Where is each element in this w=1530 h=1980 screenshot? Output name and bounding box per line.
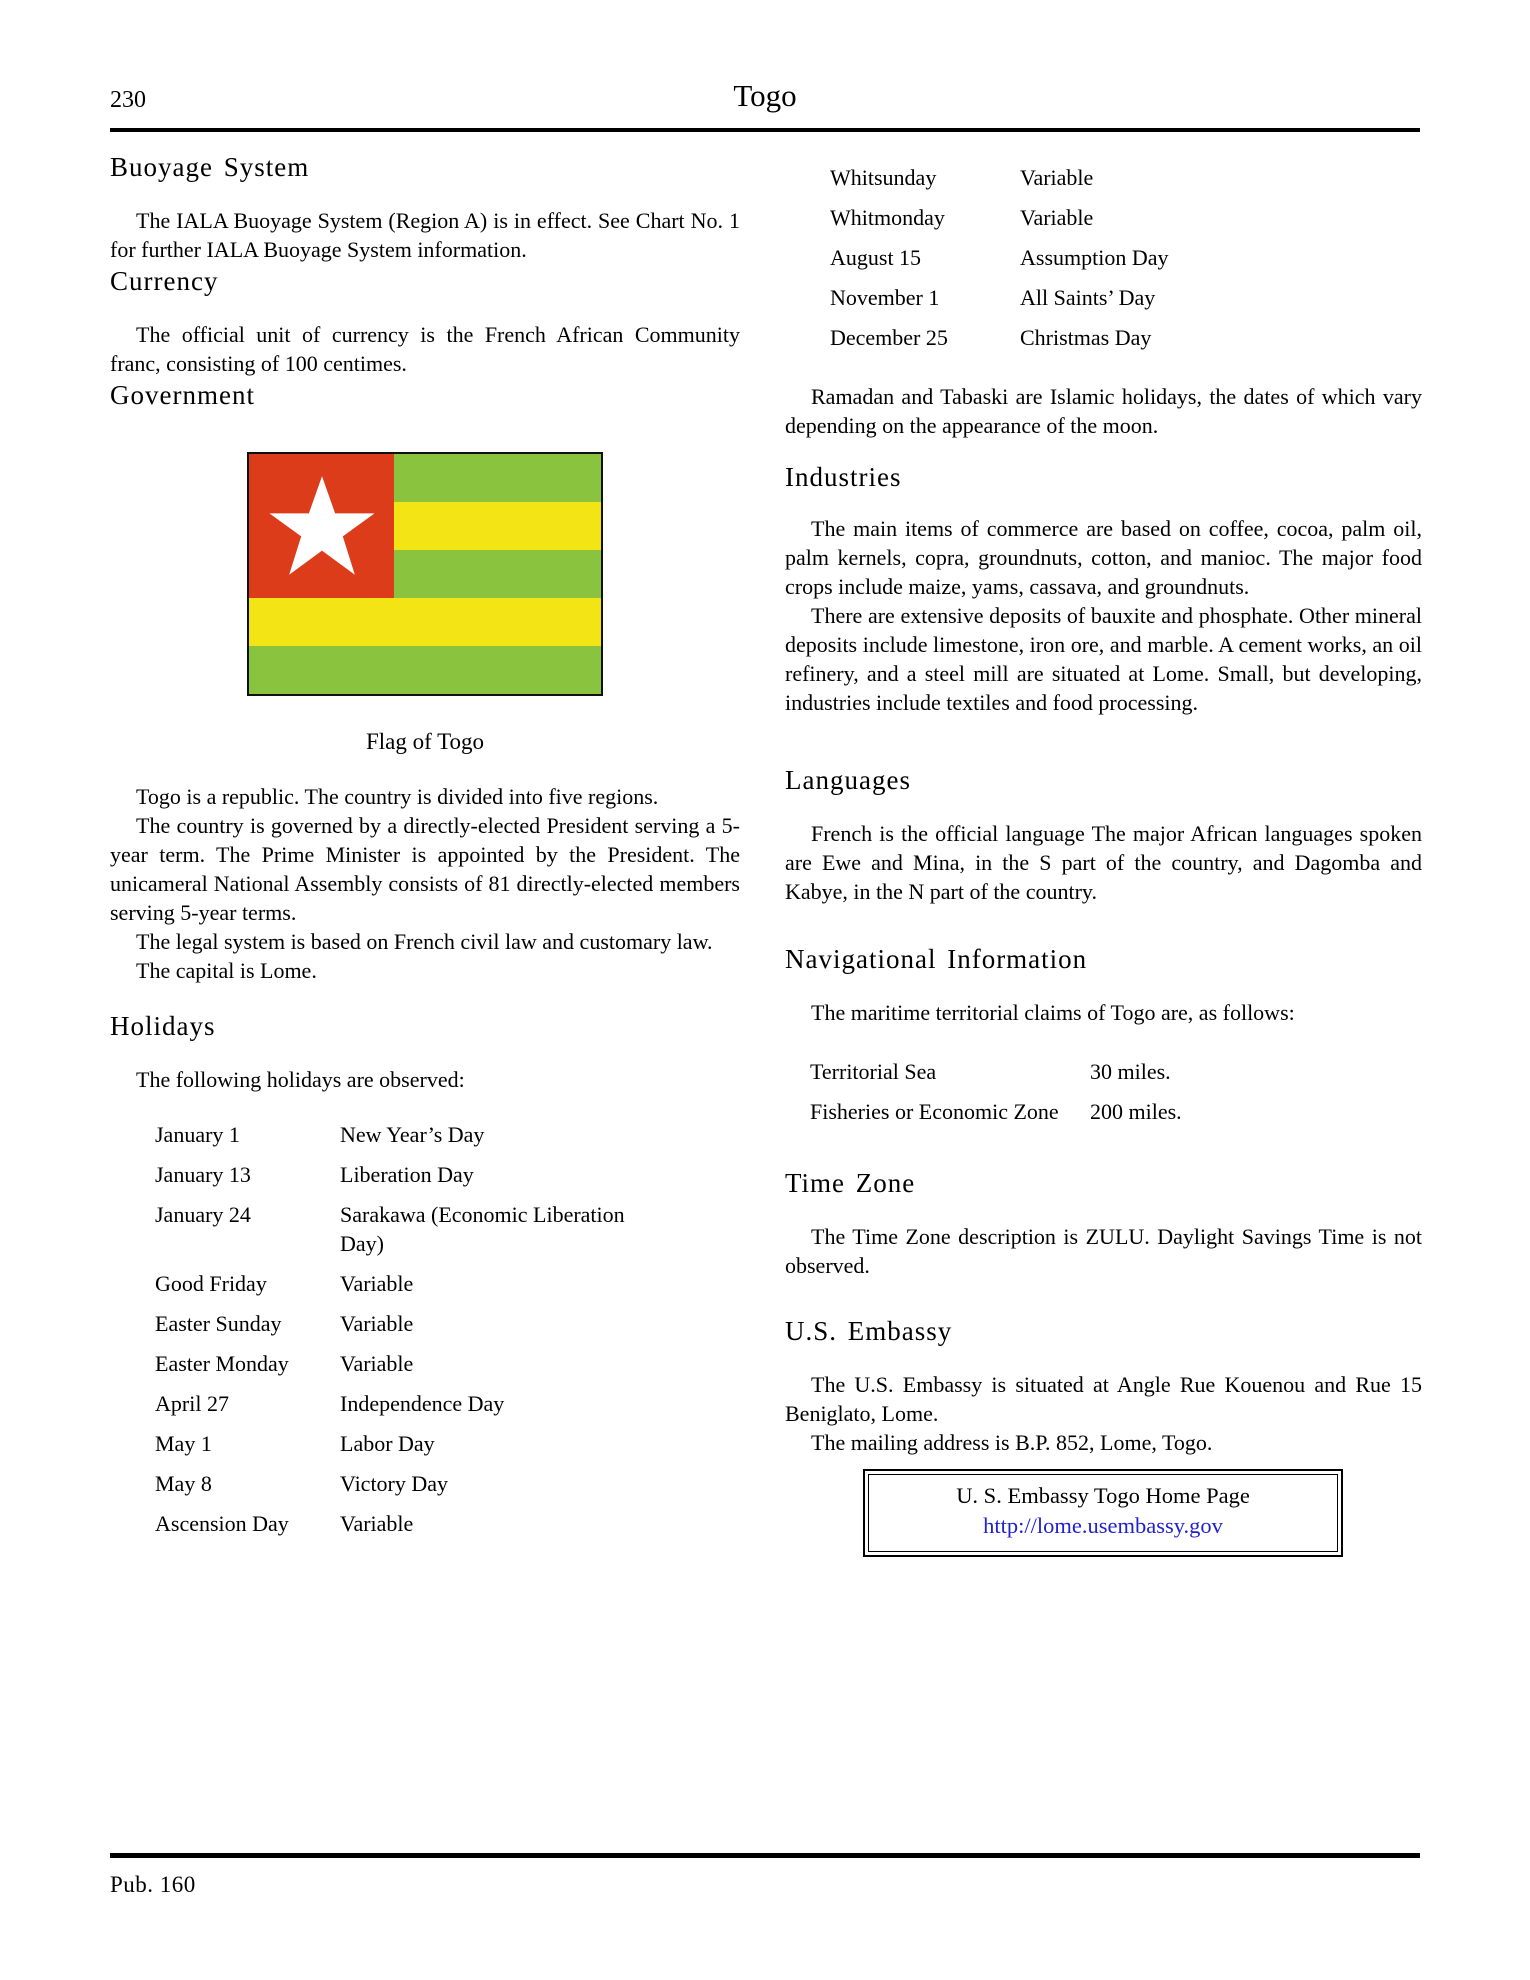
holiday-date: August 15 [830,245,922,270]
holiday-row [155,1429,740,1458]
holiday-date: Easter Monday [155,1351,289,1376]
claim-value: 30 miles. [1090,1059,1171,1084]
holiday-date: Whitmonday [830,205,945,230]
holiday-name: Variable [1020,165,1094,190]
holiday-row [830,323,1422,352]
claim-value: 200 miles. [1090,1099,1182,1124]
currency-heading: Currency [110,266,219,296]
flag-figure [245,452,605,756]
holiday-date: April 27 [155,1391,229,1416]
holiday-row [155,1509,740,1538]
holiday-row [155,1160,740,1189]
holiday-name: Assumption Day [1020,245,1169,270]
flag-stripe-yellow-2 [249,598,601,646]
holiday-date: Ascension Day [155,1511,289,1536]
us-embassy-heading: U.S. Embassy [785,1316,953,1346]
holiday-date: November 1 [830,285,940,310]
holiday-row [155,1389,740,1418]
holiday-name: Victory Day [340,1471,449,1496]
flag-canton [249,454,394,598]
holiday-date: May 8 [155,1471,212,1496]
us-embassy-paragraph: The mailing address is B.P. 852, Lome, Togo. [811,1430,1213,1455]
buoyage-system-paragraph: The IALA Buoyage System (Region A) is in effect. See Chart No. 1 for further IALA Buoyage System information. [110,208,740,262]
industries-paragraph: There are extensive deposits of bauxite and phosphate. Other mineral deposits include limestone, iron ore, and marble. A cement works, an oil refinery, and a steel mill are situated at Lome. Small, but developing, industries include textiles and food processing. [785,603,1422,715]
time-zone-heading: Time Zone [785,1168,916,1198]
holiday-date: December 25 [830,325,948,350]
holiday-name: Christmas Day [1020,325,1152,350]
government-paragraph: The legal system is based on French civil law and customary law. [136,929,713,954]
header-rule [110,128,1420,132]
holiday-name: Variable [1020,205,1094,230]
claim-label: Fisheries or Economic Zone [810,1099,1059,1124]
footer-rule [110,1853,1420,1858]
embassy-homepage-box-inner [868,1474,1338,1552]
holiday-date: January 1 [155,1122,240,1147]
holiday-row [155,1269,740,1298]
languages-paragraph: French is the official language The major African languages spoken are Ewe and Mina, in the S part of the country, and Dagomba and Kabye, in the N part of the country. [785,821,1422,904]
flag-of-togo-image [247,452,603,696]
holiday-name: Labor Day [340,1431,435,1456]
holiday-date: Easter Sunday [155,1311,282,1336]
holiday-date: January 24 [155,1202,251,1227]
holiday-name: Variable [340,1511,414,1536]
holiday-name: New Year’s Day [340,1122,485,1147]
government-heading: Government [110,380,255,410]
holiday-row [830,163,1422,192]
holiday-date: January 13 [155,1162,251,1187]
holiday-row [830,203,1422,232]
embassy-homepage-title: U. S. Embassy Togo Home Page [956,1483,1250,1508]
buoyage-system-heading: Buoyage System [110,152,310,182]
holidays-intro: The following holidays are observed: [136,1067,465,1092]
publication-number: Pub. 160 [110,1872,196,1897]
navigational-intro: The maritime territorial claims of Togo are, as follows: [811,1000,1295,1025]
us-embassy-paragraph: The U.S. Embassy is situated at Angle Rue Kouenou and Rue 15 Beniglato, Lome. [785,1372,1422,1426]
navigational-information-heading: Navigational Information [785,944,1088,974]
industries-paragraph: The main items of commerce are based on coffee, cocoa, palm oil, palm kernels, copra, groundnuts, cotton, and manioc. The major food crops include maize, yams, cassava, and groundnuts. [785,516,1422,599]
embassy-homepage-link[interactable]: http://lome.usembassy.gov [983,1513,1223,1538]
holidays-table-right [830,163,1422,352]
holiday-row [155,1469,740,1498]
industries-heading: Industries [785,462,902,492]
claim-row [810,1097,1422,1126]
holiday-name: Independence Day [340,1391,505,1416]
holiday-row [830,243,1422,272]
holiday-row [155,1120,740,1149]
embassy-homepage-box [863,1469,1343,1557]
holiday-date: Good Friday [155,1271,267,1296]
holiday-date: May 1 [155,1431,212,1456]
holiday-name: Variable [340,1311,414,1336]
holiday-row [155,1349,740,1378]
holiday-name: Variable [340,1271,414,1296]
currency-paragraph: The official unit of currency is the French African Community franc, consisting of 100 centimes. [110,322,740,376]
government-paragraph: The capital is Lome. [136,958,317,983]
holidays-table-left [155,1120,740,1538]
holiday-name: All Saints’ Day [1020,285,1156,310]
languages-heading: Languages [785,765,911,795]
flag-star-icon [267,474,377,578]
holiday-name: Variable [340,1351,414,1376]
holiday-row [830,283,1422,312]
maritime-claims-table [810,1057,1422,1126]
page-title: Togo [733,78,797,113]
holiday-name: Liberation Day [340,1162,474,1187]
right-column [785,150,1422,1557]
flag-stripe-green-3 [249,646,601,694]
government-paragraph: Togo is a republic. The country is divided into five regions. [136,784,659,809]
holiday-date: Whitsunday [830,165,937,190]
holiday-name: Sarakawa (Economic Liberation Day) [340,1202,625,1256]
claim-row [810,1057,1422,1086]
claim-label: Territorial Sea [810,1059,937,1084]
holiday-row [155,1309,740,1338]
holidays-note: Ramadan and Tabaski are Islamic holidays, the dates of which vary depending on the appearance of the moon. [785,384,1422,438]
holiday-row [155,1200,740,1258]
flag-caption: Flag of Togo [365,729,485,754]
time-zone-paragraph: The Time Zone description is ZULU. Daylight Savings Time is not observed. [785,1224,1422,1278]
holidays-heading: Holidays [110,1011,216,1041]
left-column [110,150,740,1549]
government-paragraph: The country is governed by a directly-elected President serving a 5-year term. The Prime Minister is appointed by the President. The unicameral National Assembly consists of 81 directly-elected members serving 5-year terms. [110,813,740,925]
page-number: 230 [110,87,146,113]
